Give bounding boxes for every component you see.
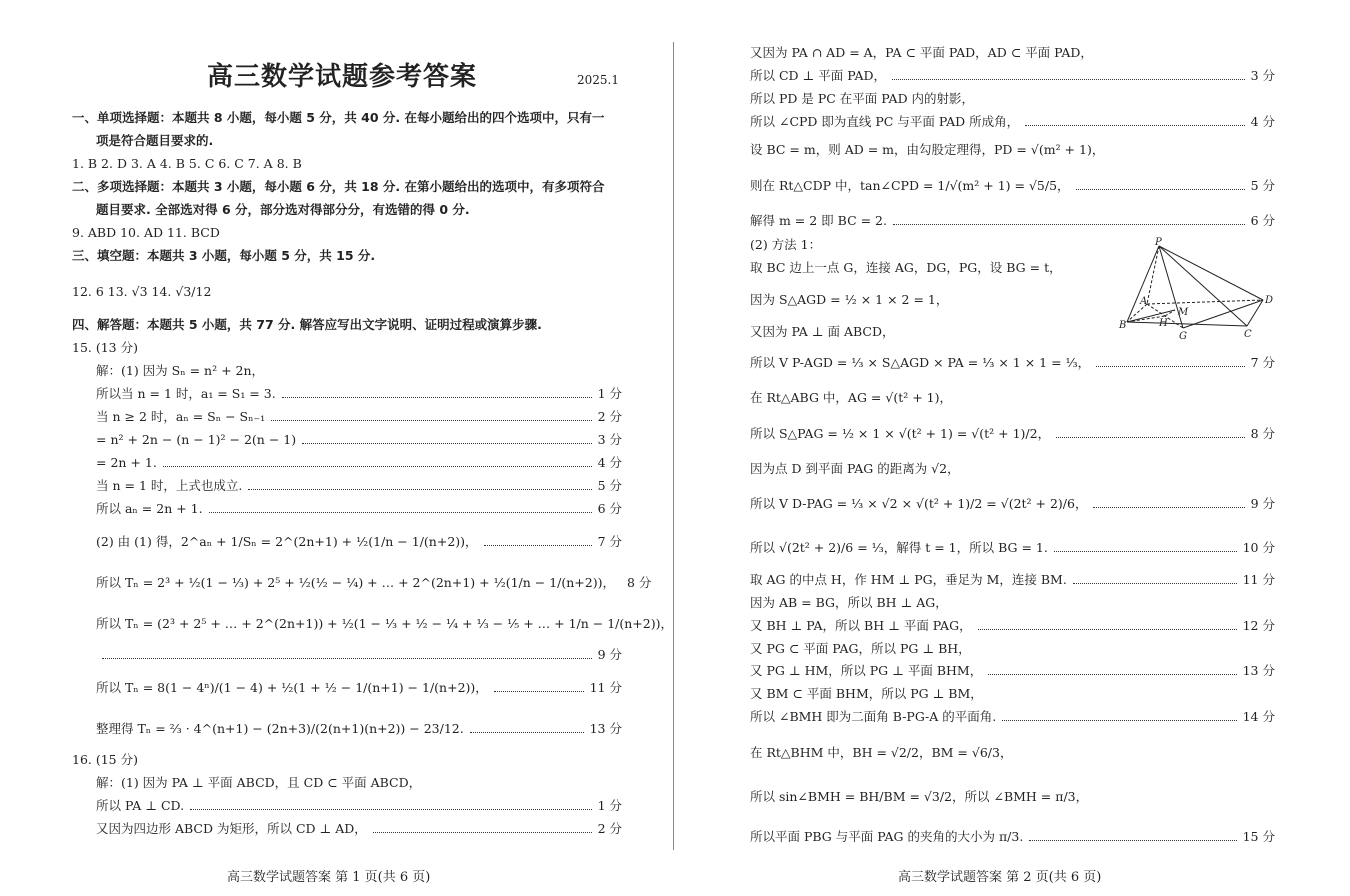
score: 4 分 [597, 455, 622, 470]
solution-line: 又 PG ⊂ 平面 PAG，所以 PG ⊥ BH， [750, 641, 971, 656]
solution-text: 整理得 Tₙ = ⅔ · 4^(n+1) − (2n+3)/(2(n+1)(n+2)) − 23/12. [96, 721, 464, 736]
score: 2 分 [597, 409, 622, 424]
score: 5 分 [1250, 178, 1275, 193]
leader-dots [470, 732, 584, 733]
score: 7 分 [597, 534, 622, 549]
leader-dots [1025, 125, 1244, 126]
page-title: 高三数学试题参考答案 [207, 62, 478, 92]
score: 6 分 [597, 501, 622, 516]
leader-dots [1054, 551, 1237, 552]
solution-line: 因为 S△AGD = ½ × 1 × 2 = 1， [750, 292, 949, 307]
solution-line: 所以 sin∠BMH = BH/BM = √3/2，所以 ∠BMH = π/3， [750, 789, 1089, 804]
answers-fill-blank: 12. 6 13. √3 14. √3/12 [72, 284, 212, 299]
solution-line [750, 425, 1275, 442]
solution-text: 所以 S△PAG = ½ × 1 × √(t² + 1) = √(t² + 1)/2， [750, 426, 1051, 441]
solution-line [750, 617, 1275, 634]
solution-line [96, 797, 622, 814]
solution-line [96, 431, 622, 448]
label-M: M [1178, 307, 1189, 318]
section-heading-continuation: 项是符合题目要求的. [96, 133, 214, 148]
solution-text: 所以 V P-AGD = ⅓ × S△AGD × PA = ⅓ × 1 × 1 = ⅓， [750, 355, 1091, 370]
leader-dots [1096, 366, 1244, 367]
solution-line [750, 113, 1275, 130]
score: 12 分 [1242, 618, 1275, 633]
solution-line [96, 500, 622, 517]
score: 9 分 [1250, 496, 1275, 511]
leader-dots [484, 545, 592, 546]
leader-dots [1056, 437, 1244, 438]
edge-PB [1127, 246, 1159, 322]
leader-dots [282, 397, 592, 398]
solution-text: 所以平面 PBG 与平面 PAG 的夹角的大小为 π/3. [750, 829, 1024, 844]
leader-dots [248, 489, 591, 490]
problem-16-heading: 16. (15 分) [72, 752, 138, 767]
label-A: A [1140, 296, 1148, 307]
edge-BC [1127, 322, 1247, 326]
edge-CD [1247, 300, 1263, 326]
score: 6 分 [1250, 213, 1275, 228]
section-heading-solutions: 四、解答题：本题共 5 小题，共 77 分. 解答应写出文字说明、证明过程或演算步骤. [72, 317, 542, 332]
solution-text: 所以当 n = 1 时，a₁ = S₁ = 3. [96, 386, 276, 401]
leader-dots [163, 466, 592, 467]
solution-line [750, 539, 1275, 556]
solution-line: 又因为 PA ∩ AD = A，PA ⊂ 平面 PAD，AD ⊂ 平面 PAD， [750, 45, 1093, 60]
edge-AD [1147, 300, 1263, 304]
leader-dots [978, 629, 1237, 630]
label-C: C [1244, 329, 1252, 340]
label-G: G [1179, 331, 1187, 342]
label-D: D [1265, 295, 1274, 306]
score: 2 分 [597, 821, 622, 836]
score: 14 分 [1242, 709, 1275, 724]
score: 1 分 [597, 386, 622, 401]
solution-line [750, 662, 1275, 679]
solution-line [96, 720, 622, 737]
solution-text: (2) 由 (1) 得，2^aₙ + 1/Sₙ = 2^(2n+1) + ½(1/n − 1/(n+2))， [96, 534, 478, 549]
solution-text: 又因为四边形 ABCD 为矩形，所以 CD ⊥ AD， [96, 821, 367, 836]
solution-text: 所以 CD ⊥ 平面 PAD， [750, 68, 887, 83]
solution-line [750, 177, 1275, 194]
solution-line: 取 BC 边上一点 G，连接 AG，DG，PG，设 BG = t， [750, 260, 1062, 275]
solution-line [96, 820, 622, 837]
solution-line [750, 212, 1275, 229]
score: 4 分 [1250, 114, 1275, 129]
solution-text: 又 BH ⊥ PA，所以 BH ⊥ 平面 PAG， [750, 618, 972, 633]
score: 13 分 [1242, 663, 1275, 678]
section-heading-fill-blank: 三、填空题：本题共 3 小题，每小题 5 分，共 15 分. [72, 248, 376, 263]
score: 11 分 [1242, 572, 1275, 587]
leader-dots [1029, 840, 1236, 841]
leader-dots [209, 512, 592, 513]
leader-dots [271, 420, 591, 421]
solution-text: 所以 PA ⊥ CD. [96, 798, 185, 813]
score: 5 分 [597, 478, 622, 493]
solution-line [96, 533, 622, 550]
solution-line [750, 571, 1275, 588]
pyramid-figure [1119, 237, 1274, 343]
solution-line: 解：(1) 因为 PA ⊥ 平面 ABCD，且 CD ⊂ 平面 ABCD， [96, 775, 422, 790]
solution-line: 解：(1) 因为 Sₙ = n² + 2n， [96, 363, 265, 378]
exam-date: 2025.1 [577, 73, 619, 87]
leader-dots [988, 674, 1236, 675]
leader-dots [892, 79, 1245, 80]
solution-text: = 2n + 1. [96, 455, 157, 470]
score: 7 分 [1250, 355, 1275, 370]
page-footer: 高三数学试题答案 第 2 页(共 6 页) [898, 870, 1102, 885]
answer-page-1 [72, 0, 673, 896]
score: 8 分 [626, 575, 652, 590]
solution-text: 所以 ∠BMH 即为二面角 B-PG-A 的平面角. [750, 709, 997, 724]
leader-dots [893, 224, 1245, 225]
score: 1 分 [597, 798, 622, 813]
leader-dots [102, 658, 592, 659]
solution-text: 所以 aₙ = 2n + 1. [96, 501, 203, 516]
solution-text: 则在 Rt△CDP 中，tan∠CPD = 1/√(m² + 1) = √5/5， [750, 178, 1070, 193]
score: 10 分 [1242, 540, 1275, 555]
solution-line [750, 354, 1275, 371]
solution-line [750, 67, 1275, 84]
solution-text: 又 PG ⊥ HM，所以 PG ⊥ 平面 BHM， [750, 663, 983, 678]
leader-dots [190, 809, 591, 810]
solution-text: 当 n = 1 时，上式也成立. [96, 478, 243, 493]
problem-15-heading: 15. (13 分) [72, 340, 138, 355]
solution-line [750, 708, 1275, 725]
solution-line: 又 BM ⊂ 平面 BHM，所以 PG ⊥ BM， [750, 686, 983, 701]
solution-line [96, 385, 622, 402]
solution-line [750, 828, 1275, 845]
answers-multi-choice: 9. ABD 10. AD 11. BCD [72, 225, 220, 240]
solution-line: 因为点 D 到平面 PAG 的距离为 √2， [750, 461, 960, 476]
solution-line: 在 Rt△ABG 中，AG = √(t² + 1)， [750, 390, 952, 405]
solution-text: 当 n ≥ 2 时，aₙ = Sₙ − Sₙ₋₁ [96, 409, 266, 424]
solution-line [96, 477, 622, 494]
edge-PD [1159, 246, 1263, 300]
label-B: B [1119, 320, 1127, 331]
score: 9 分 [597, 647, 622, 662]
section-heading-continuation: 题目要求. 全部选对得 6 分，部分选对得部分分，有选错的得 0 分. [96, 202, 470, 217]
leader-dots [1093, 507, 1244, 508]
solution-line: 在 Rt△BHM 中，BH = √2/2，BM = √6/3， [750, 745, 1013, 760]
edge-PA [1147, 246, 1159, 304]
page-footer: 高三数学试题答案 第 1 页(共 6 页) [227, 870, 431, 885]
section-heading-multi-choice: 二、多项选择题：本题共 3 小题，每小题 6 分，共 18 分. 在第小题给出的选项中，有多项符合 [72, 179, 605, 194]
score: 15 分 [1242, 829, 1275, 844]
solution-line: 又因为 PA ⊥ 面 ABCD， [750, 324, 895, 339]
solution-text: 解得 m = 2 即 BC = 2. [750, 213, 887, 228]
solution-text: 所以 V D-PAG = ⅓ × √2 × √(t² + 1)/2 = √(2t² + 2)/6， [750, 496, 1088, 511]
leader-dots [373, 832, 592, 833]
leader-dots [1073, 583, 1237, 584]
answer-page-2 [750, 0, 1275, 896]
section-heading-single-choice: 一、单项选择题：本题共 8 小题，每小题 5 分，共 40 分. 在每小题给出的四个选项中，只有一 [72, 110, 605, 125]
solution-line: 所以 Tₙ = (2³ + 2⁵ + … + 2^(2n+1)) + ½(1 − ⅓ + ½ − ¼ + ⅓ − ⅕ + … + 1/n − 1/(n+2))， [96, 616, 673, 631]
edge-PC [1159, 246, 1247, 326]
solution-line: 因为 AB = BG，所以 BH ⊥ AG， [750, 595, 948, 610]
solution-text: 所以 ∠CPD 即为直线 PC 与平面 PAD 所成角， [750, 114, 1020, 129]
solution-line [96, 646, 622, 663]
solution-line [96, 408, 622, 425]
label-H: H [1159, 318, 1168, 329]
score: 3 分 [597, 432, 622, 447]
score: 3 分 [1250, 68, 1275, 83]
solution-line: 所以 PD 是 PC 在平面 PAD 内的射影， [750, 91, 975, 106]
solution-line [96, 679, 622, 696]
leader-dots [1002, 720, 1236, 721]
solution-text: 所以 √(2t² + 2)/6 = ⅓，解得 t = 1，所以 BG = 1. [750, 540, 1048, 555]
score: 13 分 [589, 721, 622, 736]
answers-single-choice: 1. B 2. D 3. A 4. B 5. C 6. C 7. A 8. B [72, 156, 302, 171]
label-P: P [1155, 237, 1162, 248]
solution-text: 所以 Tₙ = 8(1 − 4ⁿ)/(1 − 4) + ½(1 + ½ − 1/(n+1) − 1/(n+2))， [96, 680, 488, 695]
solution-text: = n² + 2n − (n − 1)² − 2(n − 1) [96, 432, 297, 447]
page-divider [673, 42, 674, 850]
leader-dots [494, 691, 584, 692]
solution-line: 设 BC = m，则 AD = m，由勾股定理得，PD = √(m² + 1)， [750, 142, 1105, 157]
leader-dots [1076, 189, 1245, 190]
solution-line [96, 454, 622, 471]
score: 8 分 [1250, 426, 1275, 441]
score: 11 分 [589, 680, 622, 695]
solution-text: 取 AG 的中点 H，作 HM ⊥ PG，垂足为 M，连接 BM. [750, 572, 1067, 587]
solution-text: 所以 Tₙ = 2³ + ½(1 − ⅓) + 2⁵ + ½(½ − ¼) + … + 2^(2n+1) + ½(1/n − 1/(n+2))， [96, 575, 615, 590]
method-1-heading: (2) 方法 1： [750, 237, 822, 252]
solution-line [96, 574, 652, 591]
solution-line [750, 495, 1275, 512]
leader-dots [302, 443, 591, 444]
